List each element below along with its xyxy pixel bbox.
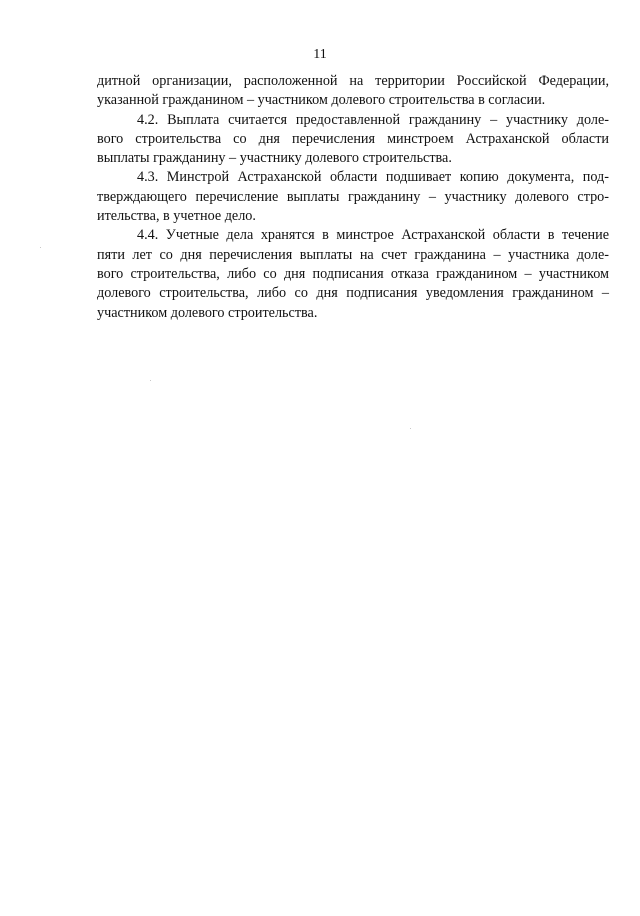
paragraph-4-3 — [97, 168, 609, 226]
scan-speck — [410, 428, 411, 429]
text-line: тверждающего перечисление выплаты гражданину – участнику долевого стро- — [97, 188, 609, 205]
paragraph-continuation — [97, 72, 609, 111]
text-line: вого строительства, либо со дня подписания отказа гражданином – участником — [97, 265, 609, 282]
text-line: долевого строительства, либо со дня подписания уведомления гражданином – — [97, 285, 609, 302]
text-line: пяти лет со дня перечисления выплаты на счет гражданина – участника доле- — [97, 246, 609, 263]
scan-speck — [40, 247, 41, 248]
text-line: ительства, в учетное дело. — [97, 208, 256, 225]
text-line: 4.4. Учетные дела хранятся в минстрое Астраханской области в течение — [137, 227, 609, 244]
text-line: вого строительства со дня перечисления минстроем Астраханской области — [97, 130, 609, 147]
page-number: 11 — [313, 47, 327, 62]
text-line: 4.3. Минстрой Астраханской области подшивает копию документа, под- — [137, 169, 609, 186]
document-body — [97, 72, 609, 323]
text-line: 4.2. Выплата считается предоставленной гражданину – участнику доле- — [137, 111, 609, 128]
text-line: указанной гражданином – участником долевого строительства в согласии. — [97, 92, 546, 109]
text-line: дитной организации, расположенной на территории Российской Федерации, — [97, 73, 609, 89]
text-line: выплаты гражданину – участнику долевого строительства. — [97, 150, 452, 167]
paragraph-4-2 — [97, 111, 609, 169]
scan-speck — [150, 380, 151, 381]
text-line: участником долевого строительства. — [97, 304, 318, 321]
paragraph-4-4 — [97, 226, 609, 322]
